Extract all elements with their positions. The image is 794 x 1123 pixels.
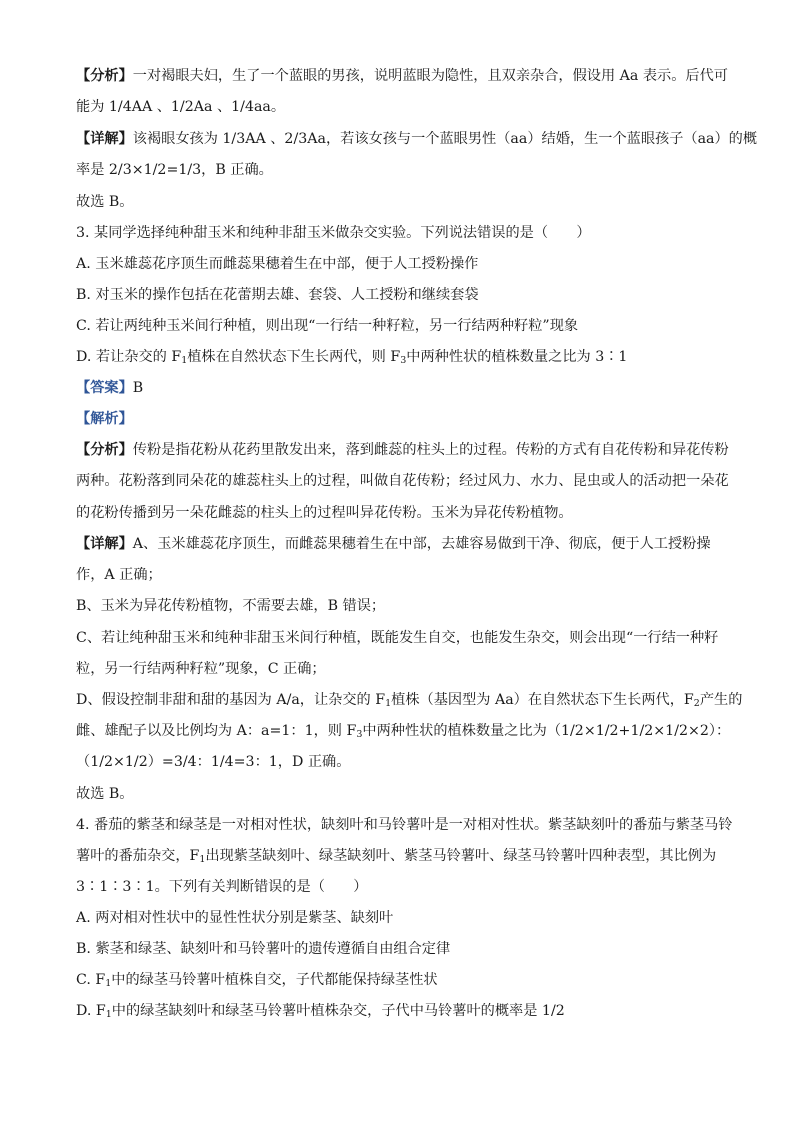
q3-detail-a-text-1: A、玉米雄蕊花序顶生，而雌蕊果穗着生在中部，去雄容易做到干净、彻底，便于人工授粉操 [132, 536, 711, 552]
q3-detail-tag: 【详解】 [76, 536, 133, 552]
q2-detail-text-1: 该褐眼女孩为 1/3AA 、2/3Aa，若该女孩与一个蓝眼男性（aa）结婚，生一个蓝眼孩子（aa）的概 [132, 131, 758, 147]
q3-detail-d-l1-sub-1: 1 [385, 698, 392, 709]
q4-stem-line-3: 3∶1∶3∶1。下列有关判断错误的是（ ） [76, 879, 368, 895]
q3-option-d-pre: D. 若让杂交的 F [76, 349, 182, 365]
q3-analysis-line-2: 两种。花粉落到同朵花的雄蕊柱头上的过程，叫做自花传粉；经过风力、水力、昆虫或人的活动把一朵花 [76, 473, 729, 489]
q3-detail-b: B、玉米为异花传粉植物，不需要去雄，B 错误； [76, 598, 386, 614]
q3-detail-a-line-2: 作，A 正确； [76, 567, 162, 583]
q3-stem: 3. 某同学选择纯种甜玉米和纯种非甜玉米做杂交实验。下列说法错误的是（ ） [76, 225, 591, 241]
q2-analysis-tag: 【分析】 [76, 68, 133, 84]
q4-stem-line-2 [76, 846, 726, 866]
q3-detail-d-l1-mid: 植株（基因型为 Aa）在自然状态下生长两代，F [391, 692, 694, 708]
q3-option-d [76, 347, 726, 367]
q4-option-d-post: 中的绿茎缺刻叶和绿茎马铃薯叶植株杂交，子代中马铃薯叶的概率是 1/2 [111, 1003, 565, 1019]
q3-detail-d-l2-post: 中两种性状的植株数量之比为（1/2×1/2+1/2×1/2×2）： [362, 723, 731, 739]
q3-detail-d-l2-pre: 雌、雄配子以及比例均为 A：a=1：1，则 F [76, 723, 357, 739]
q4-option-d-sub: 1 [105, 1009, 112, 1020]
q2-detail-line-2: 率是 2/3×1/2=1/3，B 正确。 [76, 162, 273, 178]
q4-option-c-pre: C. F [76, 972, 106, 988]
q2-analysis-text-1: 一对褐眼夫妇，生了一个蓝眼的男孩，说明蓝眼为隐性，且双亲杂合，假设用 Aa 表示。后代可 [132, 68, 728, 84]
q4-stem-line-1: 4. 番茄的紫茎和绿茎是一对相对性状，缺刻叶和马铃薯叶是一对相对性状。紫茎缺刻叶的番茄与紫茎马铃 [76, 817, 733, 833]
q4-stem-l2-post: 出现紫茎缺刻叶、绿茎缺刻叶、紫茎马铃薯叶、绿茎马铃薯叶四种表型，其比例为 [205, 848, 717, 864]
q3-conclusion: 故选 B。 [76, 786, 134, 802]
q4-option-c-post: 中的绿茎马铃薯叶植株自交，子代都能保持绿茎性状 [111, 972, 438, 988]
q3-option-d-sub-3: 3 [400, 355, 407, 366]
q3-answer-value: B [132, 380, 144, 396]
q3-analysis-tag: 【分析】 [76, 442, 133, 458]
q4-option-d [76, 1001, 726, 1021]
q3-detail-c-line-2: 粒，另一行结两种籽粒”现象，C 正确； [76, 661, 326, 677]
q3-answer [76, 378, 726, 398]
q3-analysis-line-1 [76, 440, 729, 460]
q3-jiexi-tag: 【解析】 [76, 411, 133, 427]
q3-option-d-mid: 植株在自然状态下生长两代，则 F [187, 349, 401, 365]
q3-analysis-line-3: 的花粉传播到另一朵花雌蕊的柱头上的过程叫异花传粉。玉米为异花传粉植物。 [76, 505, 573, 521]
q4-option-c-sub: 1 [105, 978, 112, 989]
q3-detail-d-line-2 [76, 721, 731, 741]
q2-conclusion: 故选 B。 [76, 194, 134, 210]
q3-answer-tag: 【答案】 [76, 380, 133, 396]
q3-detail-a-line-1 [76, 534, 726, 554]
q3-option-d-sub-1: 1 [181, 355, 188, 366]
q4-option-d-pre: D. F [76, 1003, 106, 1019]
q3-detail-d-l1-post: 产生的 [699, 692, 743, 708]
q4-option-c [76, 970, 726, 990]
q3-detail-d-line-3: （1/2×1/2）=3/4：1/4=3：1，D 正确。 [76, 754, 351, 770]
q4-stem-l2-pre: 薯叶的番茄杂交，F [76, 848, 200, 864]
q3-detail-d-line-1 [76, 690, 743, 710]
q3-option-b: B. 对玉米的操作包括在花蕾期去雄、套袋、人工授粉和继续套袋 [76, 287, 479, 303]
q2-analysis-line-1 [76, 66, 726, 86]
q2-detail-line-1 [76, 129, 758, 149]
q3-detail-d-l1-pre: D、假设控制非甜和甜的基因为 A/a，让杂交的 F [76, 692, 386, 708]
q4-stem-l2-sub: 1 [199, 854, 206, 865]
q3-option-d-post: 中两种性状的植株数量之比为 3∶1 [406, 349, 628, 365]
q2-detail-tag: 【详解】 [76, 131, 133, 147]
q3-detail-d-l2-sub: 3 [356, 729, 363, 740]
q4-option-b: B. 紫茎和绿茎、缺刻叶和马铃薯叶的遗传遵循自由组合定律 [76, 941, 451, 957]
q3-detail-d-l1-sub-2: 2 [693, 698, 700, 709]
q2-analysis-line-2: 能为 1/4AA 、1/2Aa 、1/4aa。 [76, 99, 286, 115]
q3-detail-c-line-1: C、若让纯种甜玉米和纯种非甜玉米间行种植，既能发生自交，也能发生杂交，则会出现“一行结一种籽 [76, 630, 719, 646]
q4-option-a: A. 两对相对性状中的显性性状分别是紫茎、缺刻叶 [76, 910, 394, 926]
q3-jiexi [76, 409, 726, 429]
q3-option-a: A. 玉米雄蕊花序顶生而雌蕊果穗着生在中部，便于人工授粉操作 [76, 256, 479, 272]
q3-option-c: C. 若让两纯种玉米间行种植，则出现“一行结一种籽粒，另一行结两种籽粒”现象 [76, 318, 579, 334]
q3-analysis-text-1: 传粉是指花粉从花药里散发出来，落到雌蕊的柱头上的过程。传粉的方式有自花传粉和异花传粉 [132, 442, 729, 458]
